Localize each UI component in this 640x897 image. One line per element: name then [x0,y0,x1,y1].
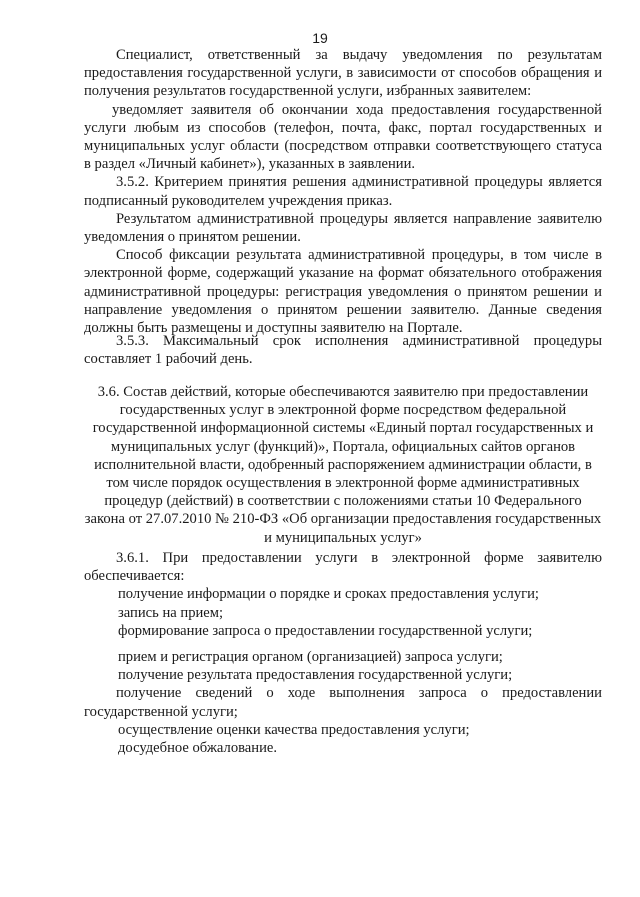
list-item: досудебное обжалование. [118,740,278,757]
list-item: получение результата предоставления государственной услуги; [118,667,513,684]
section-3-6-1 [84,549,602,640]
paragraph-specialist: Специалист, ответственный за выдачу уведомления по результатам предоставления государственной услуги, в зависимости от способов обращения и получения результатов государственной услуги, избранных заявителем: [84,47,602,100]
paragraph-progress: получение сведений о ходе выполнения запроса о предоставлении государственной услуги; [84,685,602,720]
list-item: осуществление оценки качества предоставления услуги; [118,721,470,738]
paragraph-result: Результатом административной процедуры является направление заявителю уведомления о принятом решении. [84,210,602,246]
section-3-5-3 [84,332,602,368]
section-list-continued [84,648,602,757]
paragraph-fixation: Способ фиксации результата административной процедуры, в том числе в электронной форме, содержащий указание на формат обязательного отображения административной процедуры: регистрация уведомления о принятом решении и направление уведомления о принятом решении заявителю. Данные сведения должны быть размещены и доступны заявителю на Портале. [84,247,602,337]
paragraph-3-5-2: 3.5.2. Критерием принятия решения административной процедуры является подписанный руководителем учреждения приказ. [84,174,602,209]
section-heading-3-6 [84,383,602,547]
paragraph-notify: уведомляет заявителя об окончании хода предоставления государственной услуги любым из способов (телефон, почта, факс, портал государственных и муниципальных услуг области (посредством отправки соответствующего статуса в раздел «Личный кабинет»), указанных в заявлении. [84,101,602,173]
list-item: формирование запроса о предоставлении государственной услуги; [118,622,533,639]
paragraph-3-5-3: 3.5.3. Максимальный срок исполнения административной процедуры составляет 1 рабочий день. [84,333,602,368]
list-item: получение информации о порядке и сроках предоставления услуги; [118,586,539,603]
section-notification [84,46,602,337]
page-number: 19 [312,30,328,46]
paragraph-3-6-1: 3.6.1. При предоставлении услуги в электронной форме заявителю обеспечивается: [84,550,602,585]
heading-3-6: 3.6. Состав действий, которые обеспечиваются заявителю при предоставлении государственных услуг в электронной форме посредством федеральной государственной информационной системы «Единый портал государственных и муниципальных услуг (функций)», Портала, официальных сайтов органов исполнительной власти, одобренный распоряжением администрации области, в том числе порядок осуществления в электронной форме административных процедур (действий) в соответствии с положениями статьи 10 Федерального закона от 27.07.2010 № 210-ФЗ «Об организации предоставления государственных и муниципальных услуг» [84,384,602,546]
list-item: прием и регистрация органом (организацией) запроса услуги; [118,649,503,665]
list-item: запись на прием; [118,604,224,621]
